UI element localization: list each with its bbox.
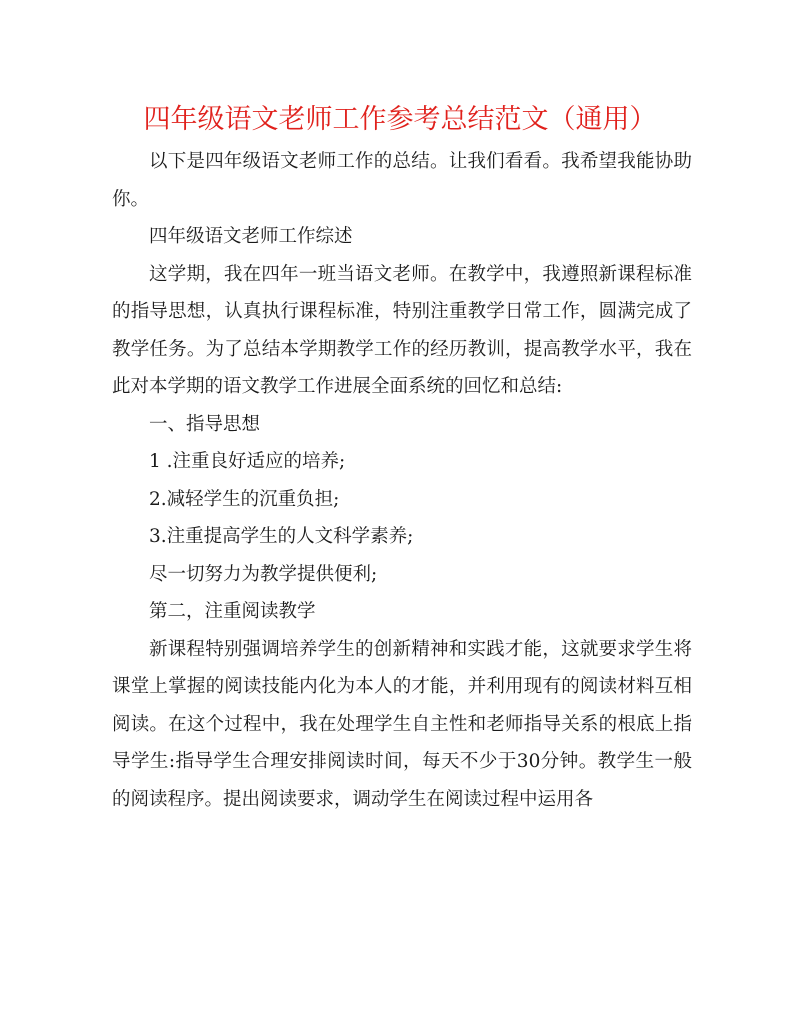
- list-item-1: 1 .注重良好适应的培养;: [149, 451, 346, 472]
- list-item-3: 3.注重提高学生的人文科学素养;: [149, 526, 414, 547]
- section-heading-guiding-ideology: 一、指导思想: [149, 413, 261, 435]
- document-title: 四年级语文老师工作参考总结范文（通用）: [143, 104, 657, 135]
- list-item-4: 尽一切努力为教学提供便利;: [149, 563, 378, 585]
- list-item-2: 2.减轻学生的沉重负担;: [149, 488, 340, 510]
- section-heading-overview: 四年级语文老师工作综述: [149, 226, 353, 247]
- overview-paragraph: 这学期，我在四年一班当语文老师。在教学中，我遵照新课程标准的指导思想，认真执行课程标准，特别注重教学日常工作，圆满完成了教学任务。为了总结本学期教学工作的经历教训，提高教学水平，我在此对本学期的语文教学工作进展全面系统的回忆和总结:: [112, 263, 692, 397]
- document-body: [112, 143, 692, 818]
- reading-teaching-paragraph: 新课程特别强调培养学生的创新精神和实践才能，这就要求学生将课堂上掌握的阅读技能内化为本人的才能，并利用现有的阅读材料互相阅读。在这个过程中，我在处理学生自主性和老师指导关系的根底上指导学生:指导学生合理安排阅读时间，每天不少于30分钟。教学生一般的阅读程序。提出阅读要求，调动学生在阅读过程中运用各: [112, 638, 692, 810]
- section-heading-reading-teaching: 第二，注重阅读教学: [149, 601, 316, 622]
- intro-paragraph: 以下是四年级语文老师工作的总结。让我们看看。我希望我能协助你。: [112, 151, 692, 210]
